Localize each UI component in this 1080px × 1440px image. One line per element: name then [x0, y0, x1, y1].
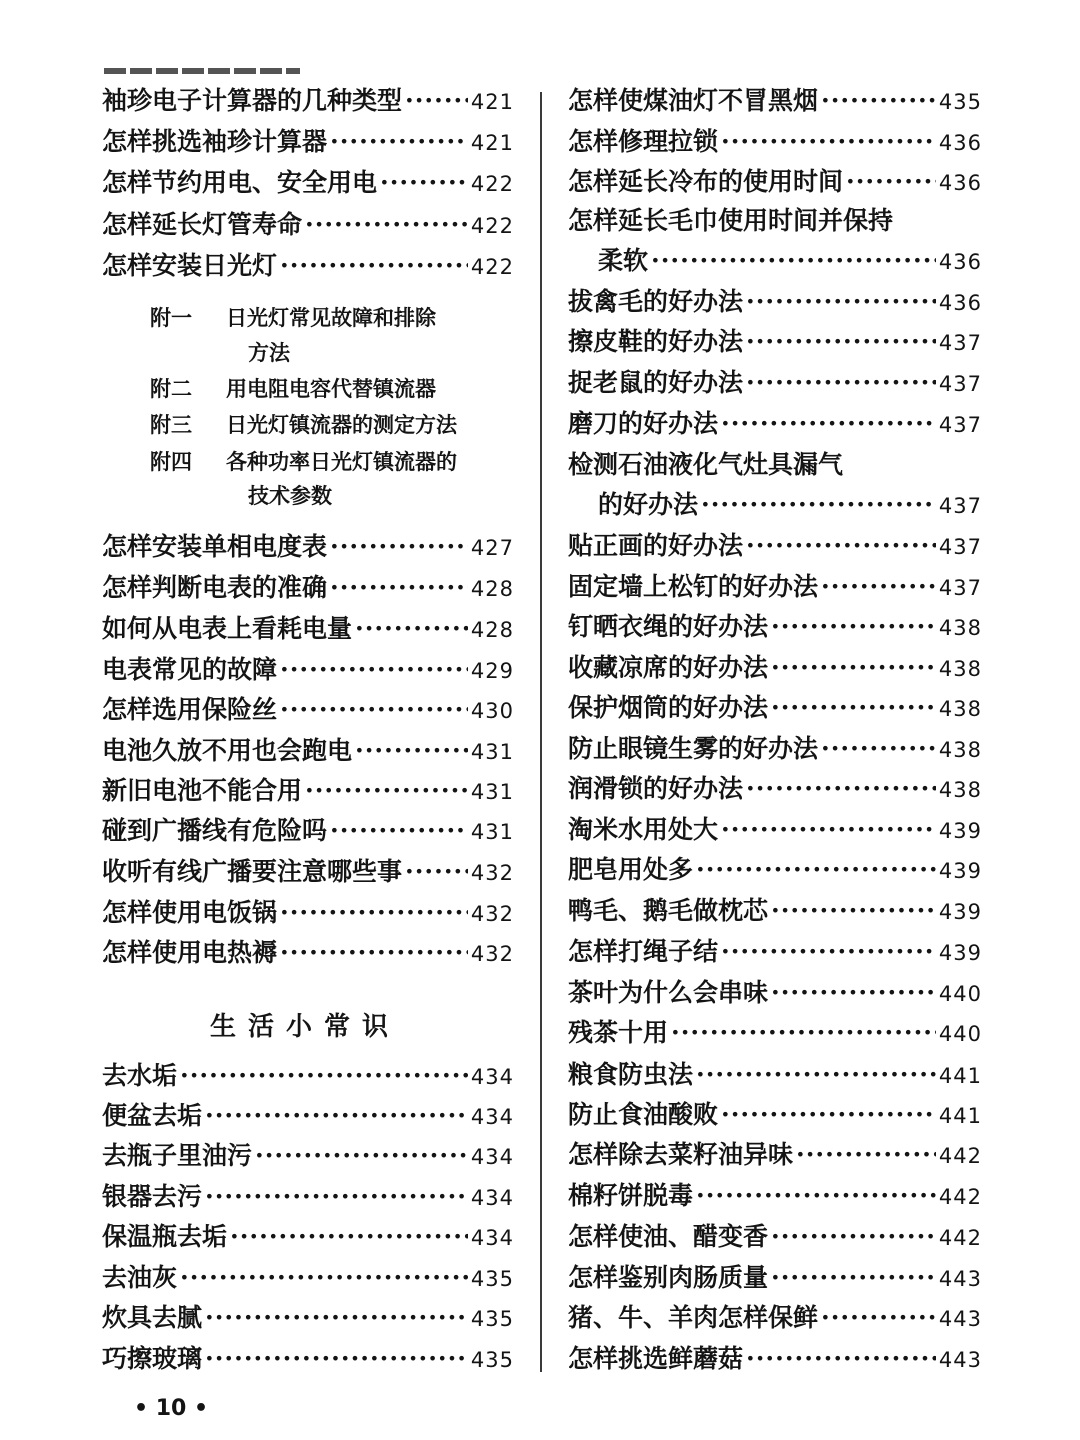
appendix-continuation: 方法: [248, 340, 290, 365]
toc-entry-title: 怎样挑选袖珍计算器: [102, 127, 328, 156]
toc-entry[interactable]: [102, 655, 514, 686]
leader-dots: [746, 1344, 936, 1374]
appendix-item[interactable]: [150, 304, 436, 332]
leader-dots: [205, 1344, 468, 1374]
toc-entry-page: 438: [938, 657, 982, 681]
leader-dots: [330, 573, 468, 603]
toc-entry-title: 茶叶为什么会串味: [568, 978, 769, 1007]
toc-entry[interactable]: [568, 572, 982, 603]
toc-entry[interactable]: [568, 978, 982, 1009]
appendix-text: 日光灯镇流器的测定方法: [226, 412, 457, 437]
toc-entry-title: 去瓶子里油污: [102, 1141, 253, 1170]
toc-entry-title: 新旧电池不能合用: [102, 776, 303, 805]
toc-entry-title: 肥皂用处多: [568, 855, 694, 884]
leader-dots: [280, 695, 468, 725]
toc-entry[interactable]: [102, 1141, 514, 1172]
toc-entry[interactable]: [102, 1182, 514, 1213]
toc-entry-page: 422: [470, 172, 514, 196]
toc-entry-title: 猪、牛、羊肉怎样保鲜: [568, 1303, 819, 1332]
leader-dots: [355, 736, 468, 766]
leader-dots: [330, 532, 468, 562]
toc-entry[interactable]: [102, 695, 514, 726]
toc-entry-page: 442: [938, 1144, 982, 1168]
toc-entry-title: 磨刀的好办法: [568, 409, 719, 438]
toc-entry[interactable]: [102, 127, 514, 158]
toc-entry-page: 428: [470, 618, 514, 642]
toc-entry-title: 鸭毛、鹅毛做枕芯: [568, 896, 769, 925]
toc-entry-title: 怎样挑选鲜蘑菇: [568, 1344, 744, 1373]
leader-dots: [721, 127, 936, 157]
toc-entry[interactable]: [102, 210, 514, 241]
toc-entry-page: 442: [938, 1185, 982, 1209]
toc-entry-page: 431: [470, 820, 514, 844]
toc-entry-page: 432: [470, 942, 514, 966]
appendix-text: 用电阻电容代替镇流器: [226, 376, 436, 401]
toc-entry-page: 431: [470, 780, 514, 804]
leader-dots: [821, 572, 936, 602]
section-heading: 生活小常识: [210, 1012, 401, 1042]
toc-entry-title: 袖珍电子计算器的几种类型: [102, 86, 403, 115]
toc-entry-title: 怎样使用电饭锅: [102, 898, 278, 927]
leader-dots: [330, 127, 468, 157]
toc-entry-title: 怎样安装单相电度表: [102, 532, 328, 561]
toc-entry[interactable]: [568, 1060, 982, 1091]
toc-entry[interactable]: [102, 1344, 514, 1375]
toc-entry-title: 残茶十用: [568, 1018, 669, 1047]
toc-entry-page: 439: [938, 859, 982, 883]
page-number: • 10 •: [134, 1396, 209, 1421]
toc-entry-title: 电表常见的故障: [102, 655, 278, 684]
toc-entry-page: 441: [938, 1064, 982, 1088]
appendix-label: 附四: [150, 449, 192, 474]
toc-entry-page: 421: [470, 131, 514, 155]
leader-dots: [821, 1303, 936, 1333]
toc-entry[interactable]: [102, 614, 514, 645]
toc-entry[interactable]: [102, 168, 514, 199]
toc-entry-title: 怎样除去菜籽油异味: [568, 1140, 794, 1169]
leader-dots: [230, 1222, 468, 1252]
toc-entry[interactable]: [568, 774, 982, 805]
toc-entry-title: 怎样节约用电、安全用电: [102, 168, 378, 197]
leader-dots: [651, 246, 936, 276]
toc-entry-page: 430: [470, 699, 514, 723]
toc-entry[interactable]: [102, 816, 514, 847]
toc-entry-page: 438: [938, 697, 982, 721]
leader-dots: [255, 1141, 468, 1171]
toc-entry-page: 439: [938, 941, 982, 965]
toc-entry-title: 保护烟筒的好办法: [568, 693, 769, 722]
leader-dots: [771, 693, 936, 723]
toc-entry-title: 怎样使油、醋变香: [568, 1222, 769, 1251]
leader-dots: [721, 937, 936, 967]
toc-entry-page: 437: [938, 372, 982, 396]
toc-entry[interactable]: [102, 1303, 514, 1334]
toc-entry[interactable]: [568, 531, 982, 562]
toc-entry-title: 怎样延长冷布的使用时间: [568, 167, 844, 196]
toc-entry[interactable]: [568, 815, 982, 846]
toc-entry-title: 淘米水用处大: [568, 815, 719, 844]
toc-entry[interactable]: [102, 776, 514, 807]
toc-entry-title: 电池久放不用也会跑电: [102, 736, 353, 765]
toc-entry[interactable]: [568, 896, 982, 927]
toc-entry-title: 怎样安装日光灯: [102, 251, 278, 280]
toc-entry-page: 437: [938, 576, 982, 600]
toc-entry-title: 如何从电表上看耗电量: [102, 614, 353, 643]
toc-entry-page: 434: [470, 1065, 514, 1089]
toc-entry-title: 怎样鉴别肉肠质量: [568, 1263, 769, 1292]
toc-entry-title: 银器去污: [102, 1182, 203, 1211]
toc-entry[interactable]: [568, 653, 982, 684]
toc-entry[interactable]: [102, 898, 514, 929]
toc-entry-title: 粮食防虫法: [568, 1060, 694, 1089]
leader-dots: [721, 1100, 936, 1130]
leader-dots: [696, 1060, 936, 1090]
leader-dots: [771, 653, 936, 683]
toc-entry-title: 固定墙上松钉的好办法: [568, 572, 819, 601]
toc-entry-page: 434: [470, 1186, 514, 1210]
toc-entry-page: 443: [938, 1267, 982, 1291]
toc-entry[interactable]: [102, 1061, 514, 1092]
appendix-label: 附二: [150, 376, 192, 401]
toc-entry[interactable]: [102, 857, 514, 888]
toc-entry[interactable]: [102, 573, 514, 604]
toc-entry-page: 432: [470, 861, 514, 885]
toc-entry-page: 428: [470, 577, 514, 601]
leader-dots: [746, 287, 936, 317]
toc-entry-page: 437: [938, 413, 982, 437]
toc-entry-title: 炊具去腻: [102, 1303, 203, 1332]
leader-dots: [746, 531, 936, 561]
leader-dots: [771, 1263, 936, 1293]
toc-entry-page: 439: [938, 819, 982, 843]
appendix-text: 各种功率日光灯镇流器的: [226, 449, 457, 474]
leader-dots: [205, 1182, 468, 1212]
toc-entry-page: 443: [938, 1307, 982, 1331]
toc-entry[interactable]: [102, 251, 514, 282]
toc-entry-title: 保温瓶去垢: [102, 1222, 228, 1251]
toc-entry-title: 棉籽饼脱毒: [568, 1181, 694, 1210]
toc-entry[interactable]: [568, 1100, 982, 1131]
leader-dots: [721, 815, 936, 845]
leader-dots: [846, 167, 936, 197]
leader-dots: [405, 86, 468, 116]
toc-entry-page: 435: [938, 90, 982, 114]
toc-entry-page: 436: [938, 171, 982, 195]
toc-entry-title: 便盆去垢: [102, 1101, 203, 1130]
toc-entry-page: 435: [470, 1348, 514, 1372]
toc-entry-title: 怎样选用保险丝: [102, 695, 278, 724]
toc-entry-page: 438: [938, 616, 982, 640]
toc-entry-title: 贴正画的好办法: [568, 531, 744, 560]
toc-entry[interactable]: [102, 86, 514, 117]
toc-entry[interactable]: [568, 327, 982, 358]
toc-entry-first-line[interactable]: 怎样延长毛巾使用时间并保持: [568, 206, 894, 235]
leader-dots: [180, 1061, 468, 1091]
toc-entry-page: 435: [470, 1307, 514, 1331]
toc-entry-page: 422: [470, 214, 514, 238]
toc-entry-page: 434: [470, 1226, 514, 1250]
leader-dots: [696, 855, 936, 885]
toc-entry-title: 拔禽毛的好办法: [568, 287, 744, 316]
leader-dots: [280, 251, 468, 281]
toc-entry[interactable]: [568, 1018, 982, 1049]
toc-entry-title: 怎样使煤油灯不冒黑烟: [568, 86, 819, 115]
leader-dots: [701, 490, 936, 520]
toc-entry-page: 435: [470, 1267, 514, 1291]
toc-entry-page: 438: [938, 738, 982, 762]
toc-entry[interactable]: [568, 693, 982, 724]
leader-dots: [280, 938, 468, 968]
appendix-label: 附三: [150, 412, 192, 437]
toc-entry-page: 436: [938, 250, 982, 274]
toc-entry[interactable]: [568, 937, 982, 968]
toc-entry-page: 437: [938, 535, 982, 559]
toc-entry-title: 防止食油酸败: [568, 1100, 719, 1129]
appendix-item[interactable]: [150, 375, 436, 403]
appendix-item[interactable]: [150, 448, 457, 476]
leader-dots: [280, 655, 468, 685]
leader-dots: [205, 1303, 468, 1333]
leader-dots: [380, 168, 468, 198]
toc-entry-page: 440: [938, 982, 982, 1006]
leader-dots: [771, 978, 936, 1008]
toc-entry[interactable]: [102, 1222, 514, 1253]
toc-entry[interactable]: [568, 167, 982, 198]
toc-entry-title: 钉晒衣绳的好办法: [568, 612, 769, 641]
leader-dots: [330, 816, 468, 846]
toc-entry[interactable]: [568, 1303, 982, 1334]
toc-entry[interactable]: [102, 1101, 514, 1132]
leader-dots: [355, 614, 468, 644]
top-rule-fragment: [104, 68, 300, 74]
toc-entry-page: 436: [938, 131, 982, 155]
column-divider: [540, 92, 542, 1372]
toc-entry[interactable]: [598, 490, 982, 521]
toc-entry[interactable]: [102, 532, 514, 563]
leader-dots: [796, 1140, 936, 1170]
toc-entry-title: 收听有线广播要注意哪些事: [102, 857, 403, 886]
toc-entry-page: 438: [938, 778, 982, 802]
toc-entry-title: 去水垢: [102, 1061, 178, 1090]
toc-entry[interactable]: [568, 1344, 982, 1375]
toc-entry[interactable]: [568, 1181, 982, 1212]
toc-entry-page: 421: [470, 90, 514, 114]
leader-dots: [771, 612, 936, 642]
leader-dots: [771, 896, 936, 926]
toc-entry[interactable]: [568, 409, 982, 440]
toc-entry-page: 439: [938, 900, 982, 924]
toc-entry-page: 422: [470, 255, 514, 279]
appendix-label: 附一: [150, 305, 192, 330]
leader-dots: [746, 327, 936, 357]
toc-entry-title: 怎样延长灯管寿命: [102, 210, 303, 239]
toc-entry-page: 436: [938, 291, 982, 315]
toc-entry[interactable]: [568, 86, 982, 117]
toc-entry-title: 防止眼镜生雾的好办法: [568, 734, 819, 763]
toc-entry[interactable]: [568, 127, 982, 158]
toc-entry[interactable]: [102, 1263, 514, 1294]
toc-entry-page: 437: [938, 494, 982, 518]
toc-entry[interactable]: [102, 736, 514, 767]
leader-dots: [746, 368, 936, 398]
toc-entry-title: 怎样判断电表的准确: [102, 573, 328, 602]
toc-entry-title: 怎样打绳子结: [568, 937, 719, 966]
toc-entry-page: 441: [938, 1104, 982, 1128]
toc-entry-page: 431: [470, 740, 514, 764]
toc-entry-title: 碰到广播线有危险吗: [102, 816, 328, 845]
leader-dots: [821, 86, 936, 116]
toc-entry-page: 429: [470, 659, 514, 683]
leader-dots: [280, 898, 468, 928]
toc-entry-title: 怎样使用电热褥: [102, 938, 278, 967]
toc-entry[interactable]: [568, 287, 982, 318]
toc-entry-title: 擦皮鞋的好办法: [568, 327, 744, 356]
toc-entry[interactable]: [568, 612, 982, 643]
leader-dots: [305, 776, 468, 806]
toc-entry[interactable]: [568, 1140, 982, 1171]
leader-dots: [821, 734, 936, 764]
toc-entry-page: 432: [470, 902, 514, 926]
leader-dots: [696, 1181, 936, 1211]
toc-entry[interactable]: [102, 938, 514, 969]
toc-entry-page: 443: [938, 1348, 982, 1372]
toc-entry[interactable]: [568, 734, 982, 765]
toc-entry[interactable]: [568, 855, 982, 886]
leader-dots: [671, 1018, 936, 1048]
toc-entry-title: 收藏凉席的好办法: [568, 653, 769, 682]
toc-entry-title: 捉老鼠的好办法: [568, 368, 744, 397]
toc-entry-title: 柔软: [598, 246, 649, 275]
toc-entry-page: 434: [470, 1145, 514, 1169]
toc-entry[interactable]: [568, 1263, 982, 1294]
toc-entry[interactable]: [568, 1222, 982, 1253]
leader-dots: [746, 774, 936, 804]
toc-entry-title: 的好办法: [598, 490, 699, 519]
leader-dots: [180, 1263, 468, 1293]
toc-entry-title: 去油灰: [102, 1263, 178, 1292]
toc-entry-title: 巧擦玻璃: [102, 1344, 203, 1373]
toc-entry-title: 润滑锁的好办法: [568, 774, 744, 803]
toc-entry-page: 442: [938, 1226, 982, 1250]
appendix-item[interactable]: [150, 411, 457, 439]
leader-dots: [405, 857, 468, 887]
leader-dots: [205, 1101, 468, 1131]
toc-entry[interactable]: [568, 368, 982, 399]
appendix-text: 日光灯常见故障和排除: [226, 305, 436, 330]
toc-entry-page: 434: [470, 1105, 514, 1129]
appendix-continuation: 技术参数: [248, 483, 332, 508]
toc-entry-first-line[interactable]: 检测石油液化气灶具漏气: [568, 450, 844, 479]
toc-entry-page: 427: [470, 536, 514, 560]
toc-entry-page: 440: [938, 1022, 982, 1046]
leader-dots: [771, 1222, 936, 1252]
toc-entry-title: 怎样修理拉锁: [568, 127, 719, 156]
toc-entry[interactable]: [598, 246, 982, 277]
toc-entry-page: 437: [938, 331, 982, 355]
leader-dots: [721, 409, 936, 439]
leader-dots: [305, 210, 468, 240]
